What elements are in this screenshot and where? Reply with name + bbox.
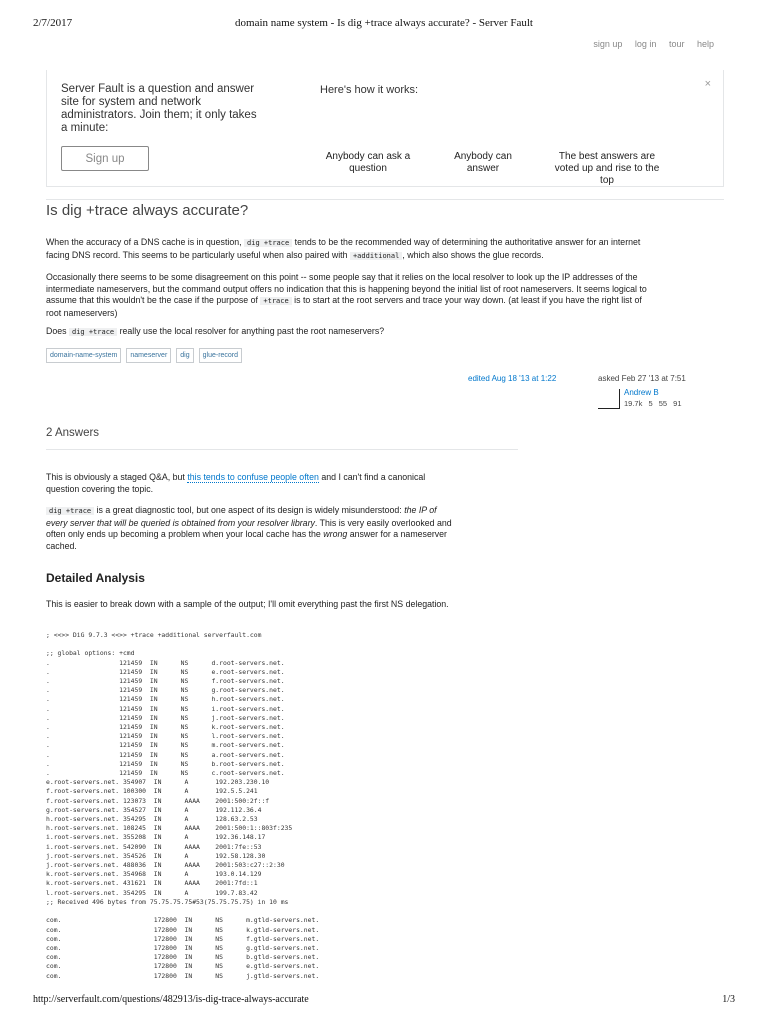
text: really use the local resolver for anything past the root nameservers? bbox=[117, 326, 385, 336]
dig-output-code-block: ; <<>> DiG 9.7.3 <<>> +trace +additional serverfault.com ;; global options: +cmd . 121459 IN NS d.root-servers.net. . 121459 IN NS e.root-servers.net. . 121459 IN NS f.root-servers.net. . 121459 IN NS g.root-servers.net. . 121459 IN NS h.root-servers.net. . 121459 IN NS i.root-servers.net. . 121459 IN NS j.root-servers.net. . 121459 IN NS k.root-servers.net. . 121459 IN NS l.root-servers.net. . 121459 IN NS m.root-servers.net. . 121459 IN NS a.root-servers.net. . 121459 IN NS b.root-servers.net. . 121459 IN NS c.root-servers.net. e.root-servers.net. 354907 IN A 192.203.230.10 f.root-servers.net. 100300 IN A 192.5.5.241 f.root-servers.net. 123073 IN AAAA 2001:500:2f::f g.root-servers.net. 354527 IN A 192.112.36.4 h.root-servers.net. 354295 IN A 128.63.2.53 h.root-servers.net. 108245 IN AAAA 2001:500:1::803f:235 i.root-servers.net. 355208 IN A 192.36.148.17 i.root-servers.net. 542090 IN AAAA 2001:7fe::53 j.root-servers.net. 354526 IN A 192.58.128.30 j.root-servers.net. 488036 IN AAAA 2001:503:c27::2:30 k.root-servers.net. 354968 IN A 193.0.14.129 k.root-servers.net. 431621 IN AAAA 2001:7fd::1 l.root-servers.net. 354295 IN A 199.7.83.42 ;; Received 496 bytes from 75.75.75.75#53(75.75.75.75) in 10 ms com. 172800 IN NS m.gtld-servers.net. com. 172800 IN NS k.gtld-servers.net. com. 172800 IN NS f.gtld-servers.net. com. 172800 IN NS g.gtld-servers.net. com. 172800 IN NS b.gtld-servers.net. com. 172800 IN NS e.gtld-servers.net. com. 172800 IN NS j.gtld-servers.net. bbox=[46, 631, 320, 980]
user-card bbox=[598, 387, 708, 411]
sign-up-link[interactable]: sign up bbox=[593, 39, 623, 49]
text: is to start at the root servers and trace your way down. (at least if you have the right list of root nameservers) bbox=[46, 295, 642, 318]
text: answer for a nameserver cached. bbox=[46, 529, 447, 551]
print-page-number: 1/3 bbox=[722, 994, 735, 1005]
gold-badges: 5 bbox=[648, 399, 653, 408]
silver-badges: 55 bbox=[658, 399, 668, 408]
question-tags bbox=[46, 348, 242, 363]
emphasis: the IP of every server that will be queried is obtained from your resolver library bbox=[46, 505, 437, 528]
confuse-people-link[interactable]: this tends to confuse people often bbox=[187, 472, 319, 482]
user-name-link[interactable]: Andrew B bbox=[624, 388, 659, 397]
sign-up-button[interactable]: Sign up bbox=[61, 146, 149, 171]
question-title bbox=[46, 199, 724, 219]
text: . This is very easily overlooked and often only ends up becoming a problem when your local cache has the bbox=[46, 517, 452, 539]
help-link[interactable]: help bbox=[696, 39, 714, 49]
intro-pitch: Server Fault is a question and answer site for system and network administrators. Join them; it only takes a minute: bbox=[61, 83, 257, 134]
reputation-score: 19.7k bbox=[624, 399, 643, 408]
text: is a great diagnostic tool, but one aspect of its design is widely misunderstood: bbox=[94, 505, 405, 515]
top-navigation bbox=[583, 39, 714, 49]
answers-heading: 2 Answers bbox=[46, 427, 518, 450]
tag-nameserver[interactable]: nameserver bbox=[126, 348, 171, 363]
text: Does bbox=[46, 326, 69, 336]
text: Occasionally there seems to be some disagreement on this point -- some people say that it relies on the local resolver to look up the IP addresses of the intermediate nameservers, but the command output offers no indication that this is happening beyond the initial list of root nameservers. It seems logical to assume that this wouldn't be the case if the purpose of bbox=[46, 272, 647, 305]
asked-timestamp: asked Feb 27 '13 at 7:51 bbox=[598, 374, 686, 383]
print-title: domain name system - Is dig +trace always accurate? - Server Fault bbox=[235, 17, 533, 29]
answer-paragraph-1 bbox=[46, 472, 458, 495]
step-ask: Anybody can ask a question bbox=[325, 151, 411, 174]
text: tends to be the recommended way of determining the authoritative answer for an internet facing DNS record. This seems to be particularly useful when also paired with bbox=[46, 237, 641, 260]
close-icon[interactable]: × bbox=[704, 78, 711, 90]
step-vote: The best answers are voted up and rise to the top bbox=[554, 151, 660, 186]
edited-link[interactable]: edited Aug 18 '13 at 1:22 bbox=[468, 374, 557, 383]
question-paragraph-1 bbox=[46, 237, 656, 262]
question-paragraph-3 bbox=[46, 326, 656, 339]
print-url: http://serverfault.com/questions/482913/is-dig-trace-always-accurate bbox=[33, 994, 309, 1005]
detailed-analysis-heading: Detailed Analysis bbox=[46, 571, 145, 585]
tag-glue-record[interactable]: glue-record bbox=[199, 348, 242, 363]
text: This is obviously a staged Q&A, but bbox=[46, 472, 188, 482]
text: When the accuracy of a DNS cache is in question, bbox=[46, 237, 245, 247]
inline-code: dig +trace bbox=[244, 239, 292, 247]
print-header bbox=[33, 17, 735, 31]
inline-code: dig +trace bbox=[69, 328, 117, 336]
bronze-badges: 91 bbox=[673, 399, 682, 408]
log-in-link[interactable]: log in bbox=[634, 39, 657, 49]
question-title-link[interactable]: Is dig +trace always accurate? bbox=[46, 202, 249, 219]
text: , which also shows the glue records. bbox=[402, 249, 544, 260]
how-it-works-heading: Here's how it works: bbox=[320, 84, 419, 96]
inline-code: +additional bbox=[350, 252, 402, 260]
print-date: 2/7/2017 bbox=[33, 17, 73, 29]
inline-code: +trace bbox=[260, 297, 291, 305]
tag-domain-name-system[interactable]: domain-name-system bbox=[46, 348, 121, 363]
emphasis: wrong bbox=[323, 529, 348, 539]
inline-code: dig +trace bbox=[46, 507, 94, 515]
answer-paragraph-3: This is easier to break down with a sample of the output; I'll omit everything past the first NS delegation. bbox=[46, 599, 449, 609]
text: and I can't find a canonical question covering the topic. bbox=[46, 472, 426, 494]
intro-banner bbox=[46, 70, 724, 187]
step-answer: Anybody can answer bbox=[454, 151, 512, 174]
print-footer bbox=[33, 994, 735, 1008]
tour-link[interactable]: tour bbox=[668, 39, 685, 49]
question-paragraph-2 bbox=[46, 272, 656, 319]
avatar[interactable] bbox=[598, 389, 620, 409]
user-reputation bbox=[624, 399, 682, 408]
tag-dig[interactable]: dig bbox=[176, 348, 193, 363]
answer-paragraph-2 bbox=[46, 505, 458, 552]
